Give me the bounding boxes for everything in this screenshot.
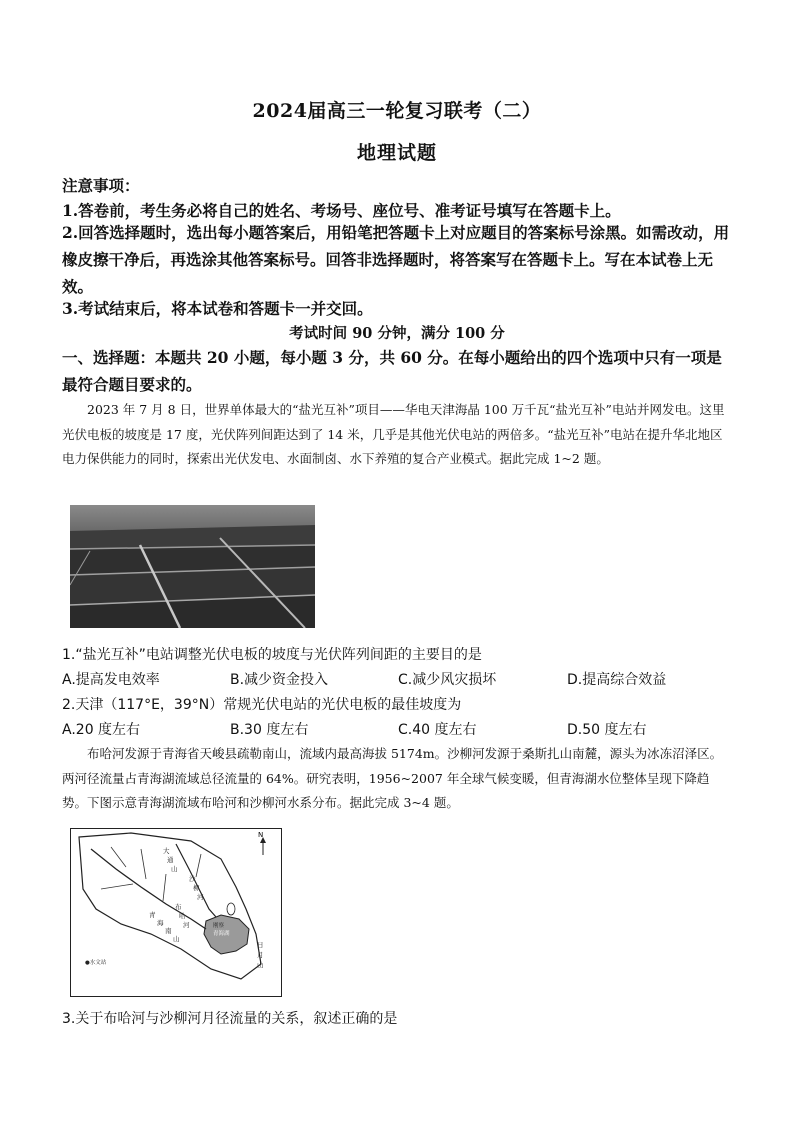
map-label-riyue-1: 日 — [257, 941, 264, 949]
passage-1: 2023 年 7 月 8 日，世界单体最大的“盐光互补”项目——华电天津海晶 100 万千瓦“盐光互补”电站并网发电。这里光伏电板的坡度是 17 度，光伏阵列间距达到了 14 米，几乎是其他光伏电站的两倍多。“盐光互补”电站在提升华北地区电力保供能力的同时，探索出光伏发电、水面制卤、水下养殖的复合产业模式。据此完成 1~2 题。 — [62, 402, 725, 466]
q1-option-d[interactable]: D.提高综合效益 — [567, 672, 667, 688]
exam-time: 考试时间 90 分钟，满分 100 分 — [289, 325, 505, 342]
map-label-buha-3: 河 — [183, 921, 190, 929]
map-label-datong-1: 大 — [163, 847, 170, 855]
exam-title: 2024届高三一轮复习联考（二） — [252, 100, 542, 122]
solar-plant-photo — [70, 505, 315, 628]
note-item: 2.回答选择题时，选出每小题答案后，用铅笔把答题卡上对应题目的答案标号涂黑。如需改动，用橡皮擦干净后，再选涂其他答案标号。回答非选择题时，将答案写在答题卡上。写在本试卷上无效。 — [62, 223, 730, 296]
map-label-datong-3: 山 — [171, 865, 178, 873]
map-label-qinghainanshan-4: 山 — [173, 935, 180, 943]
map-label-buha-2: 哈 — [179, 912, 186, 920]
shaliu-river-line — [176, 844, 216, 917]
map-label-qinghainanshan-3: 南 — [165, 927, 172, 935]
map-label-shaliu-2: 柳 — [193, 884, 200, 892]
map-label-riyue-2: 月 — [257, 951, 264, 959]
map-label-gangcha: 刚察 — [213, 923, 225, 929]
question-3-stem: 3.关于布哈河与沙柳河月径流量的关系，叙述正确的是 — [62, 1011, 398, 1027]
watershed-map-svg — [71, 829, 281, 996]
note-item: 1.答卷前，考生务必将自己的姓名、考场号、座位号、准考证号填写在答题卡上。 — [62, 201, 621, 220]
map-label-riyue-3: 山 — [257, 961, 264, 969]
q1-option-c[interactable]: C.减少风灾损坏 — [398, 672, 497, 688]
question-2-stem: 2.天津（117°E，39°N）常规光伏电站的光伏电板的最佳坡度为 — [62, 697, 462, 713]
notes-heading: 注意事项： — [62, 176, 140, 195]
solar-plant-image — [70, 505, 315, 628]
passage-2: 布哈河发源于青海省天峻县疏勒南山，流域内最高海拔 5174m。沙柳河发源于桑斯扎山南麓，源头为冰冻沼泽区。两河径流量占青海湖流域总径流量的 64%。研究表明，1956~2007 年全球气候变暖，但青海湖水位整体呈现下降趋势。下图示意青海湖流域布哈河和沙柳河水系分布。据此完成 3~4 题。 — [62, 746, 723, 810]
q1-option-a[interactable]: A.提高发电效率 — [62, 672, 160, 688]
section-heading: 一、选择题：本题共 20 小题，每小题 3 分，共 60 分。在每小题给出的四个选项中只有一项是最符合题目要求的。 — [62, 348, 722, 394]
question-1-stem: 1.“盐光互补”电站调整光伏电板的坡度与光伏阵列间距的主要目的是 — [62, 647, 482, 663]
north-label: N — [258, 831, 264, 839]
map-label-shaliu-1: 沙 — [189, 875, 196, 883]
map-label-qinghainanshan-1: 青 — [149, 911, 156, 919]
map-label-qinghai-lake: 青海湖 — [213, 931, 230, 937]
exam-subtitle: 地理试题 — [356, 142, 437, 164]
q2-option-d[interactable]: D.50 度左右 — [567, 722, 647, 738]
map-label-qinghainanshan-2: 海 — [157, 919, 164, 927]
q2-option-c[interactable]: C.40 度左右 — [398, 722, 477, 738]
map-label-datong-2: 通 — [167, 856, 174, 864]
q2-option-b[interactable]: B.30 度左右 — [230, 722, 309, 738]
map-legend-station: ●水文站 — [85, 960, 107, 966]
q1-option-b[interactable]: B.减少资金投入 — [230, 672, 329, 688]
map-label-buha-1: 布 — [175, 903, 182, 911]
note-item: 3.考试结束后，将本试卷和答题卡一并交回。 — [62, 299, 373, 318]
q2-option-a[interactable]: A.20 度左右 — [62, 722, 141, 738]
qinghai-lake-watershed-map — [70, 828, 282, 997]
map-label-shaliu-3: 河 — [197, 893, 204, 901]
